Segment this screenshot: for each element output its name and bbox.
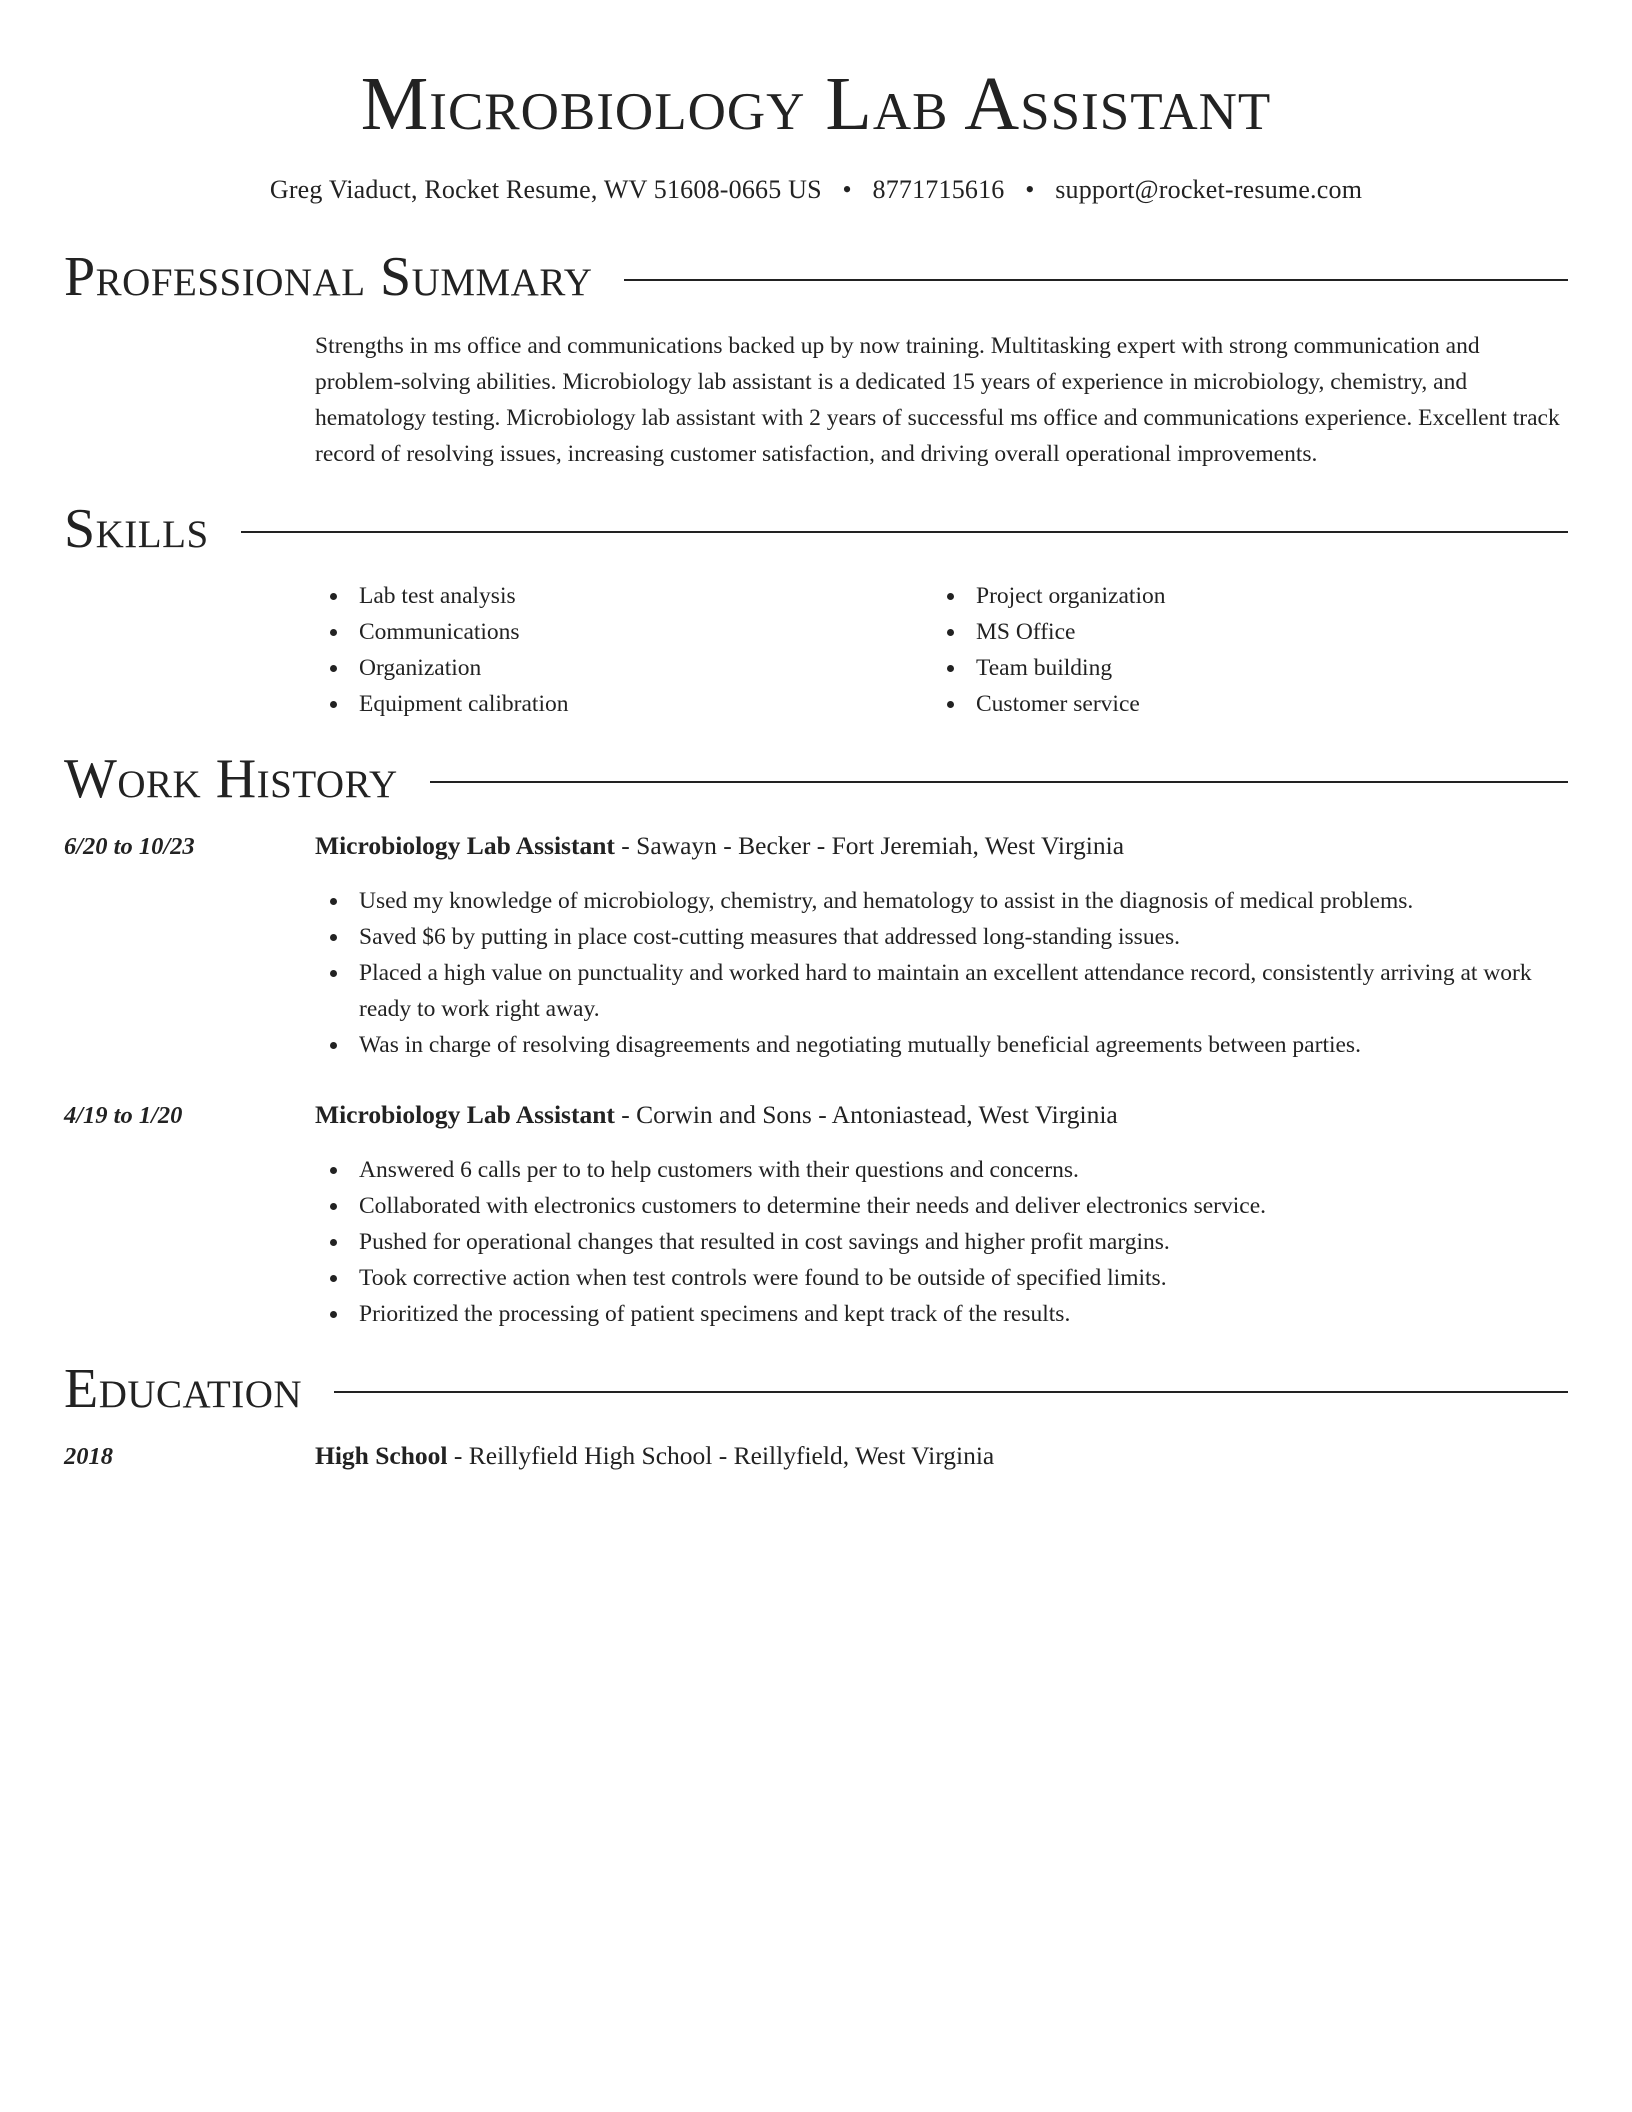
work-history-section [64, 748, 1568, 1332]
skills-list-left [315, 578, 932, 722]
skill-item: Communications [315, 614, 932, 650]
skill-item: Project organization [932, 578, 1549, 614]
job-bullet: Collaborated with electronics customers to determine their needs and deliver electronics service. [315, 1188, 1568, 1224]
skills-heading: Skills [64, 498, 209, 560]
contact-email: support@rocket-resume.com [1055, 175, 1363, 204]
skill-item: Equipment calibration [315, 686, 932, 722]
job-bullets [315, 883, 1568, 1063]
job-bullets [315, 1152, 1568, 1332]
section-divider [430, 781, 1568, 783]
job-bullet: Placed a high value on punctuality and worked hard to maintain an excellent attendance record, consistently arriving at work ready to work right away. [315, 955, 1568, 1027]
section-divider [334, 1391, 1568, 1393]
skills-section [64, 498, 1568, 722]
job-title-line [315, 828, 1124, 864]
skills-list-right [932, 578, 1549, 722]
job-bullet: Answered 6 calls per to to help customers with their questions and concerns. [315, 1152, 1568, 1188]
job-bullet: Was in charge of resolving disagreements and negotiating mutually beneficial agreements between parties. [315, 1027, 1568, 1063]
job-employer: - Sawayn - Becker - Fort Jeremiah, West Virginia [614, 831, 1125, 860]
job-bullet: Used my knowledge of microbiology, chemistry, and hematology to assist in the diagnosis of medical problems. [315, 883, 1568, 919]
section-divider [624, 279, 1568, 281]
contact-separator: • [1025, 175, 1035, 204]
summary-section [64, 246, 1568, 472]
work-history-header [64, 748, 1568, 810]
education-school: - Reillyfield High School - Reillyfield, West Virginia [447, 1441, 995, 1470]
job-dates: 6/20 to 10/23 [64, 833, 195, 860]
summary-text: Strengths in ms office and communications backed up by now training. Multitasking expert with strong communication and problem-solving abilities. Microbiology lab assistant is a dedicated 15 years of experience in microbiology, chemistry, and hematology testing. Microbiology lab assistant with 2 years of successful ms office and communications experience. Excellent track record of resolving issues, increasing customer satisfaction, and driving overall operational improvements. [315, 333, 1560, 467]
education-section [64, 1358, 1568, 1475]
job-bullet: Saved $6 by putting in place cost-cutting measures that addressed long-standing issues. [315, 919, 1568, 955]
contact-phone: 8771715616 [872, 175, 1005, 204]
job-dates: 4/19 to 1/20 [64, 1102, 183, 1129]
contact-address: Greg Viaduct, Rocket Resume, WV 51608-0665 US [269, 175, 822, 204]
education-heading: Education [64, 1358, 303, 1420]
job-title: Microbiology Lab Assistant [315, 1100, 615, 1129]
job-header [64, 1097, 1568, 1134]
job-bullet: Took corrective action when test controls were found to be outside of specified limits. [315, 1260, 1568, 1296]
skills-columns [315, 578, 1568, 722]
work-history-heading: Work History [64, 748, 398, 810]
job-entry [64, 1097, 1568, 1332]
education-year: 2018 [64, 1443, 113, 1470]
job-title: Microbiology Lab Assistant [315, 831, 615, 860]
skill-item: Organization [315, 650, 932, 686]
education-entry [64, 1438, 1568, 1475]
skill-item: Customer service [932, 686, 1549, 722]
job-header [64, 828, 1568, 865]
job-bullet: Pushed for operational changes that resulted in cost savings and higher profit margins. [315, 1224, 1568, 1260]
skills-header [64, 498, 1568, 560]
contact-line [64, 174, 1568, 206]
summary-header [64, 246, 1568, 308]
contact-separator: • [842, 175, 852, 204]
section-divider [241, 531, 1568, 533]
education-line [315, 1438, 994, 1474]
skill-item: Lab test analysis [315, 578, 932, 614]
skill-item: Team building [932, 650, 1549, 686]
job-entry [64, 828, 1568, 1063]
job-title-line [315, 1097, 1118, 1133]
job-bullet: Prioritized the processing of patient specimens and kept track of the results. [315, 1296, 1568, 1332]
summary-heading: Professional Summary [64, 246, 593, 308]
education-header [64, 1358, 1568, 1420]
education-degree: High School [315, 1441, 448, 1470]
resume-title: Microbiology Lab Assistant [360, 62, 1272, 146]
job-employer: - Corwin and Sons - Antoniastead, West Virginia [614, 1100, 1118, 1129]
skill-item: MS Office [932, 614, 1549, 650]
